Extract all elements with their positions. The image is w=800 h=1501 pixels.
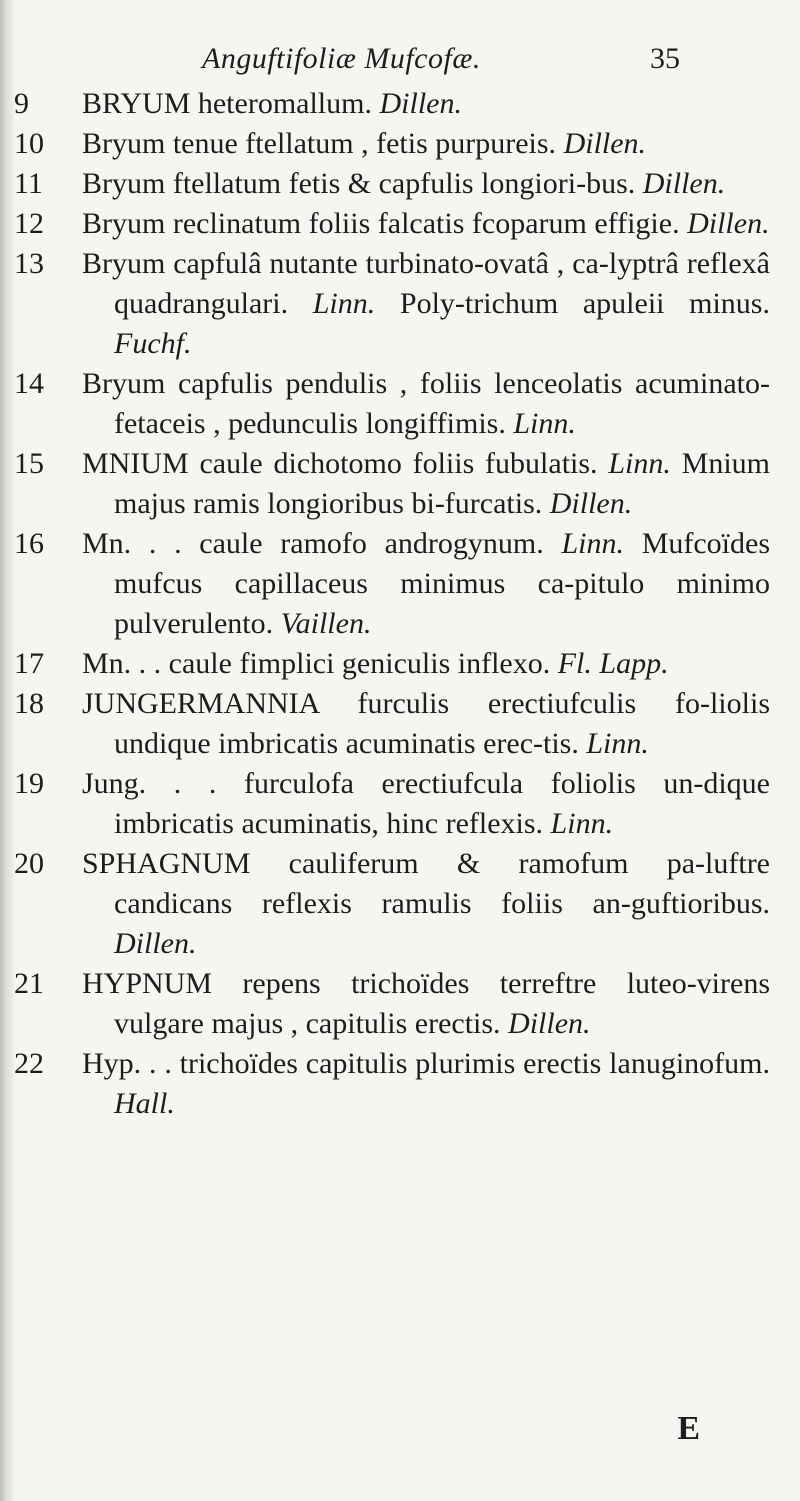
entry-text: [82, 764, 770, 844]
author-citation: Linn.: [586, 727, 649, 760]
author-citation: Linn.: [550, 807, 614, 840]
entry-text: [82, 964, 770, 1044]
description-text: Bryum ftellatum fetis & capfulis longiori-bus.: [82, 167, 643, 200]
entry-text: [82, 684, 770, 764]
author-citation: Vaillen.: [280, 607, 372, 640]
description-text: Bryum capfulâ nutante turbinato-ovatâ , ca-lyptrâ reflexâ quadrangulari.: [82, 247, 770, 320]
entry-number: 10: [14, 127, 44, 160]
entry-number: 19: [14, 767, 44, 800]
page-number: 35: [650, 42, 680, 75]
entry-text: [82, 444, 770, 524]
list-item: [0, 124, 770, 164]
entry-number: 15: [14, 447, 44, 480]
entry-text: [82, 1044, 770, 1124]
list-item: [0, 524, 770, 644]
description-text: Bryum tenue ftellatum , fetis purpureis.: [82, 127, 564, 160]
description-text: Poly-trichum apuleii minus.: [375, 287, 770, 320]
description-text: BRYUM heteromallum.: [82, 87, 380, 120]
author-citation: Linn.: [608, 447, 671, 480]
list-item: [0, 164, 770, 204]
description-text: JUNGERMANNIA furculis erectiufculis fo-liolis undique imbricatis acuminatis erec-tis.: [82, 687, 770, 760]
catchword: E: [677, 1410, 700, 1447]
list-item: [0, 644, 770, 684]
entry-text: [82, 204, 770, 244]
entry-text: [82, 84, 770, 124]
description-text: Mn. . . caule ramofo androgynum.: [82, 527, 562, 560]
entry-text: [82, 844, 770, 964]
entry-number: 21: [14, 967, 44, 1000]
entry-text: [82, 124, 770, 164]
author-citation: Fl. Lapp.: [557, 647, 669, 680]
author-citation: Dillen.: [563, 127, 647, 160]
entry-number: 12: [14, 207, 44, 240]
entry-number: 13: [14, 247, 44, 280]
author-citation: Dillen.: [114, 927, 197, 960]
running-head: [0, 42, 800, 82]
entry-number: 22: [14, 1047, 44, 1080]
description-text: Jung. . . furculofa erectiufcula foliolis un-dique imbricatis acuminatis, hinc reflexis.: [82, 767, 770, 840]
author-citation: Linn.: [312, 287, 376, 320]
description-text: HYPNUM repens trichoïdes terreftre luteo-virens vulgare majus , capitulis erectis.: [82, 967, 770, 1040]
entry-number: 16: [14, 527, 44, 560]
entry-number: 17: [14, 647, 44, 680]
author-citation: Dillen.: [379, 87, 462, 120]
description-text: Hyp. . . trichoïdes capitulis plurimis erectis lanuginofum.: [82, 1047, 770, 1080]
list-item: [0, 244, 770, 364]
entry-text: [82, 164, 770, 204]
description-text: Bryum capfulis pendulis , foliis lenceolatis acuminato-fetaceis , pedunculis longiffimis.: [82, 367, 770, 440]
list-item: [0, 1044, 770, 1124]
author-citation: Dillen.: [549, 487, 633, 520]
description-text: SPHAGNUM cauliferum & ramofum pa-luftre candicans reflexis ramulis foliis an-guftioribus.: [82, 847, 770, 920]
entry-number: 9: [14, 87, 29, 120]
entry-text: [82, 364, 770, 444]
list-item: [0, 204, 770, 244]
description-text: Mnium majus ramis longioribus bi-furcatis.: [114, 447, 770, 520]
entry-text: [82, 524, 770, 644]
author-citation: Linn.: [513, 407, 576, 440]
author-citation: Dillen.: [642, 167, 726, 200]
list-item: [0, 364, 770, 444]
description-text: MNIUM caule dichotomo foliis fubulatis.: [82, 447, 609, 480]
running-title: Anguftifoliæ Mufcofæ.: [202, 42, 481, 75]
description-text: Bryum reclinatum foliis falcatis fcoparum effigie.: [82, 207, 688, 240]
author-citation: Fuchf.: [114, 327, 192, 360]
author-citation: Hall.: [114, 1087, 175, 1120]
species-list: [0, 84, 800, 1124]
entry-text: [82, 644, 770, 684]
entry-number: 20: [14, 847, 44, 880]
list-item: [0, 764, 770, 844]
entry-number: 14: [14, 367, 44, 400]
entry-text: [82, 244, 770, 364]
list-item: [0, 444, 770, 524]
list-item: [0, 964, 770, 1044]
description-text: Mn. . . caule fimplici geniculis inflexo.: [82, 647, 558, 680]
list-item: [0, 84, 770, 124]
description-text: Mufcoïdes mufcus capillaceus minimus ca-pitulo minimo pulverulento.: [114, 527, 770, 640]
author-citation: Dillen.: [687, 207, 770, 240]
author-citation: Linn.: [561, 527, 624, 560]
author-citation: Dillen.: [508, 1007, 591, 1040]
list-item: [0, 684, 770, 764]
list-item: [0, 844, 770, 964]
entry-number: 18: [14, 687, 44, 720]
entry-number: 11: [14, 167, 43, 200]
